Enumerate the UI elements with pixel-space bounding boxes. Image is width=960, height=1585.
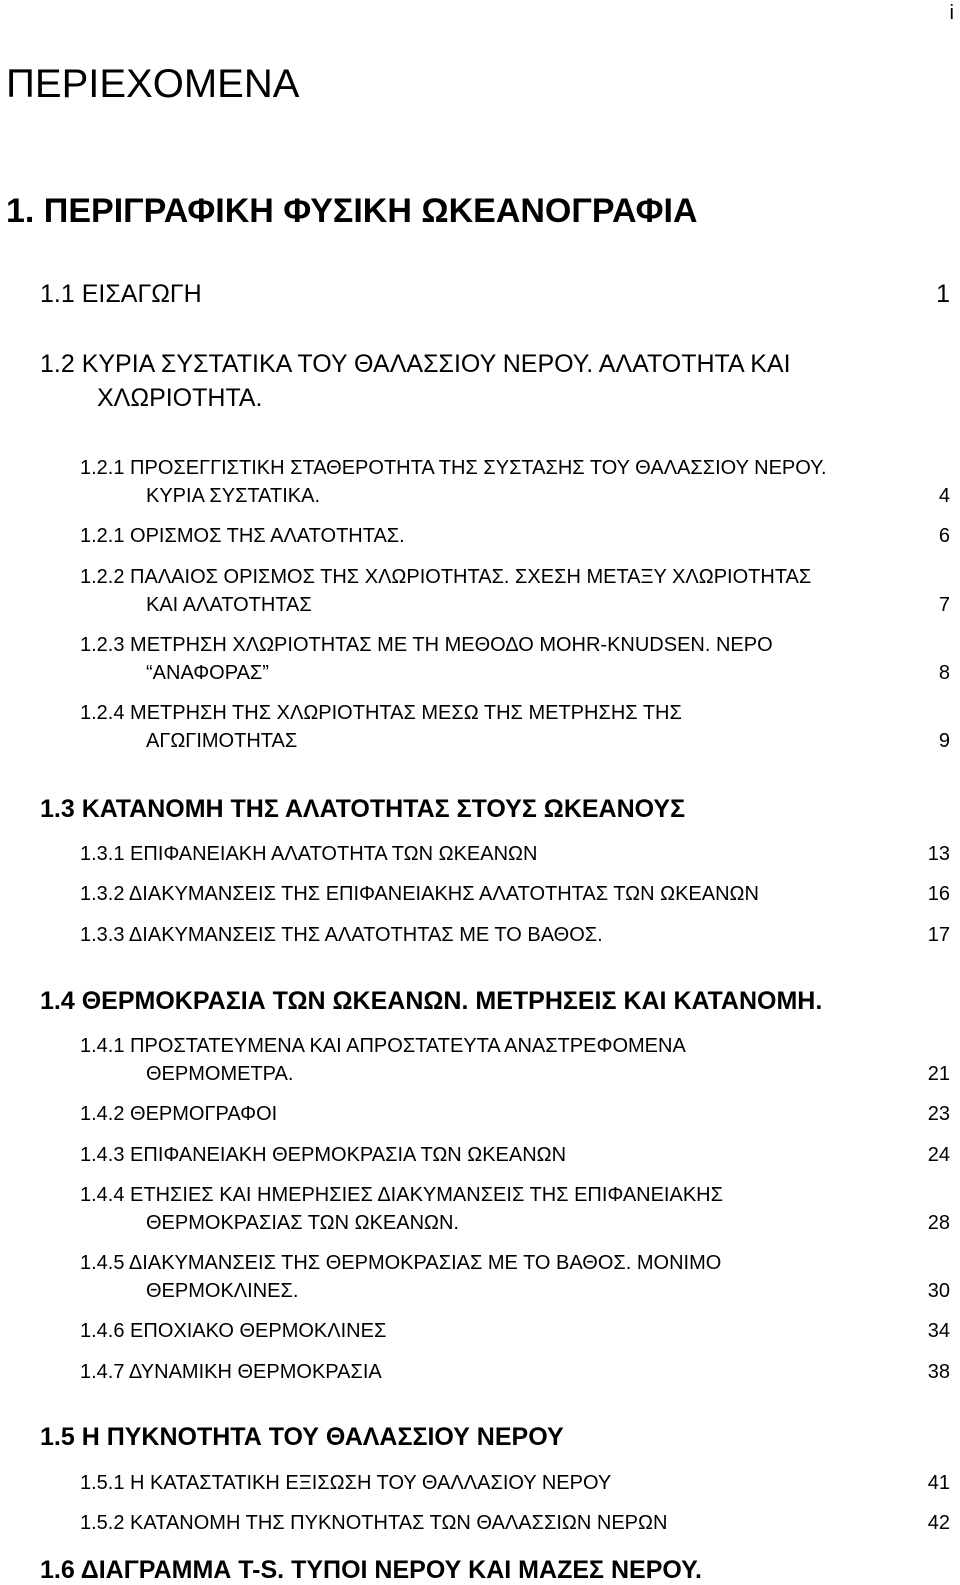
toc-entry-1-4-3[interactable]: 1.4.3 ΕΠΙΦΑΝΕΙΑΚΗ ΘΕΡΜΟΚΡΑΣΙΑ ΤΩΝ ΩΚΕΑΝΩΝ <box>80 1144 567 1166</box>
toc-entry-1-4-7[interactable]: 1.4.7 ΔΥΝΑΜΙΚΗ ΘΕΡΜΟΚΡΑΣΙΑ <box>80 1361 382 1383</box>
toc-entry-1-2[interactable]: 1.2 ΚΥΡΙΑ ΣΥΣΤΑΤΙΚΑ ΤΟΥ ΘΑΛΑΣΣΙΟΥ ΝΕΡΟΥ. ΑΛΑΤΟΤΗΤΑ ΚΑΙ <box>40 350 791 378</box>
toc-page-1-2-2: 7 <box>938 594 950 616</box>
toc-page-1-4-4: 28 <box>927 1212 950 1234</box>
toc-entry-1-2-3-cont: “ΑΝΑΦΟΡΑΣ” <box>146 662 269 684</box>
toc-entry-1-4-5[interactable]: 1.4.5 ΔΙΑΚΥΜΑΝΣΕΙΣ ΤΗΣ ΘΕΡΜΟΚΡΑΣΙΑΣ ΜΕ ΤΟ ΒΑΘΟΣ. ΜΟΝΙΜΟ <box>80 1252 722 1274</box>
toc-entry-1-5[interactable]: 1.5 Η ΠΥΚΝΟΤΗΤΑ ΤΟΥ ΘΑΛΑΣΣΙΟΥ ΝΕΡΟΥ <box>40 1423 564 1451</box>
toc-entry-1-2-cont: ΧΛΩΡΙΟΤΗΤΑ. <box>97 384 263 412</box>
toc-entry-1-4-2[interactable]: 1.4.2 ΘΕΡΜΟΓΡΑΦΟΙ <box>80 1103 278 1125</box>
toc-entry-1-5-2[interactable]: 1.5.2 ΚΑΤΑΝΟΜΗ ΤΗΣ ΠΥΚΝΟΤΗΤΑΣ ΤΩΝ ΘΑΛΑΣΣΙΩΝ ΝΕΡΩΝ <box>80 1512 668 1534</box>
toc-page-1-5-2: 42 <box>927 1512 950 1534</box>
toc-page-1-2-4: 9 <box>938 730 950 752</box>
toc-entry-1-2-4[interactable]: 1.2.4 ΜΕΤΡΗΣΗ ΤΗΣ ΧΛΩΡΙΟΤΗΤΑΣ ΜΕΣΩ ΤΗΣ ΜΕΤΡΗΣΗΣ ΤΗΣ <box>80 702 682 724</box>
toc-entry-1-3-3[interactable]: 1.3.3 ΔΙΑΚΥΜΑΝΣΕΙΣ ΤΗΣ ΑΛΑΤΟΤΗΤΑΣ ΜΕ ΤΟ ΒΑΘΟΣ. <box>80 924 603 946</box>
toc-entry-1-2-2[interactable]: 1.2.2 ΠΑΛΑΙΟΣ ΟΡΙΣΜΟΣ ΤΗΣ ΧΛΩΡΙΟΤΗΤΑΣ. ΣΧΕΣΗ ΜΕΤΑΞΥ ΧΛΩΡΙΟΤΗΤΑΣ <box>80 566 812 588</box>
toc-entry-1-3[interactable]: 1.3 ΚΑΤΑΝΟΜΗ ΤΗΣ ΑΛΑΤΟΤΗΤΑΣ ΣΤΟΥΣ ΩΚΕΑΝΟΥΣ <box>40 795 686 823</box>
page-number: i <box>949 2 954 24</box>
toc-entry-1-2-4-cont: ΑΓΩΓΙΜΟΤΗΤΑΣ <box>146 730 298 752</box>
toc-entry-1-4-4[interactable]: 1.4.4 ΕΤΗΣΙΕΣ ΚΑΙ ΗΜΕΡΗΣΙΕΣ ΔΙΑΚΥΜΑΝΣΕΙΣ ΤΗΣ ΕΠΙΦΑΝΕΙΑΚΗΣ <box>80 1184 723 1206</box>
toc-page-1-2-1b: 6 <box>938 525 950 547</box>
toc-entry-1-5-1[interactable]: 1.5.1 Η ΚΑΤΑΣΤΑΤΙΚΗ ΕΞΙΣΩΣΗ ΤΟΥ ΘΑΛΛΑΣΙΟΥ ΝΕΡΟΥ <box>80 1472 612 1494</box>
toc-page-1-1: 1 <box>936 280 950 308</box>
toc-entry-1-2-2-cont: ΚΑΙ ΑΛΑΤΟΤΗΤΑΣ <box>146 594 312 616</box>
chapter-heading: 1. ΠΕΡΙΓΡΑΦΙΚΗ ΦΥΣΙΚΗ ΩΚΕΑΝΟΓΡΑΦΙΑ <box>6 192 698 230</box>
toc-entry-1-4-6[interactable]: 1.4.6 ΕΠΟΧΙΑΚΟ ΘΕΡΜΟΚΛΙΝΕΣ <box>80 1320 387 1342</box>
toc-entry-1-4-1[interactable]: 1.4.1 ΠΡΟΣΤΑΤΕΥΜΕΝΑ ΚΑΙ ΑΠΡΟΣΤΑΤΕΥΤΑ ΑΝΑΣΤΡΕΦΟΜΕΝΑ <box>80 1035 686 1057</box>
toc-entry-1-2-1[interactable]: 1.2.1 ΠΡΟΣΕΓΓΙΣΤΙΚΗ ΣΤΑΘΕΡΟΤΗΤΑ ΤΗΣ ΣΥΣΤΑΣΗΣ ΤΟΥ ΘΑΛΑΣΣΙΟΥ ΝΕΡΟΥ. <box>80 457 827 479</box>
toc-entry-1-2-3[interactable]: 1.2.3 ΜΕΤΡΗΣΗ ΧΛΩΡΙΟΤΗΤΑΣ ΜΕ ΤΗ ΜΕΘΟΔΟ MOHR-KNUDSEN. ΝΕΡΟ <box>80 634 773 656</box>
toc-page-1-5-1: 41 <box>927 1472 950 1494</box>
toc-entry-1-2-1-cont: ΚΥΡΙΑ ΣΥΣΤΑΤΙΚΑ. <box>146 485 321 507</box>
toc-entry-1-4-5-cont: ΘΕΡΜΟΚΛΙΝΕΣ. <box>146 1280 299 1302</box>
toc-page-1-4-2: 23 <box>927 1103 950 1125</box>
toc-page-1-3-1: 13 <box>927 843 950 865</box>
toc-entry-1-3-2[interactable]: 1.3.2 ΔΙΑΚΥΜΑΝΣΕΙΣ ΤΗΣ ΕΠΙΦΑΝΕΙΑΚΗΣ ΑΛΑΤΟΤΗΤΑΣ ΤΩΝ ΩΚΕΑΝΩΝ <box>80 883 759 905</box>
toc-page-1-2-1: 4 <box>938 485 950 507</box>
toc-page-1-3-3: 17 <box>927 924 950 946</box>
toc-entry-1-6[interactable]: 1.6 ΔΙΑΓΡΑΜΜΑ T-S. ΤΥΠΟΙ ΝΕΡΟΥ ΚΑΙ ΜΑΖΕΣ ΝΕΡΟΥ. <box>40 1556 702 1584</box>
toc-page-1-4-1: 21 <box>927 1063 950 1085</box>
toc-page-1-3-2: 16 <box>927 883 950 905</box>
page-title: ΠΕΡΙΕΧΟΜΕΝΑ <box>6 62 300 106</box>
toc-page-1-4-7: 38 <box>927 1361 950 1383</box>
toc-entry-1-4[interactable]: 1.4 ΘΕΡΜΟΚΡΑΣΙΑ ΤΩΝ ΩΚΕΑΝΩΝ. ΜΕΤΡΗΣΕΙΣ ΚΑΙ ΚΑΤΑΝΟΜΗ. <box>40 987 823 1015</box>
toc-page-1-4-3: 24 <box>927 1144 950 1166</box>
toc-entry-1-2-1b[interactable]: 1.2.1 ΟΡΙΣΜΟΣ ΤΗΣ ΑΛΑΤΟΤΗΤΑΣ. <box>80 525 405 547</box>
toc-entry-1-1[interactable]: 1.1 ΕΙΣΑΓΩΓΗ <box>40 280 202 308</box>
toc-entry-1-3-1[interactable]: 1.3.1 ΕΠΙΦΑΝΕΙΑΚΗ ΑΛΑΤΟΤΗΤΑ ΤΩΝ ΩΚΕΑΝΩΝ <box>80 843 538 865</box>
toc-page-1-4-5: 30 <box>927 1280 950 1302</box>
toc-entry-1-4-1-cont: ΘΕΡΜΟΜΕΤΡΑ. <box>146 1063 294 1085</box>
toc-page-1-4-6: 34 <box>927 1320 950 1342</box>
toc-entry-1-4-4-cont: ΘΕΡΜΟΚΡΑΣΙΑΣ ΤΩΝ ΩΚΕΑΝΩΝ. <box>146 1212 459 1234</box>
toc-page-1-2-3: 8 <box>938 662 950 684</box>
